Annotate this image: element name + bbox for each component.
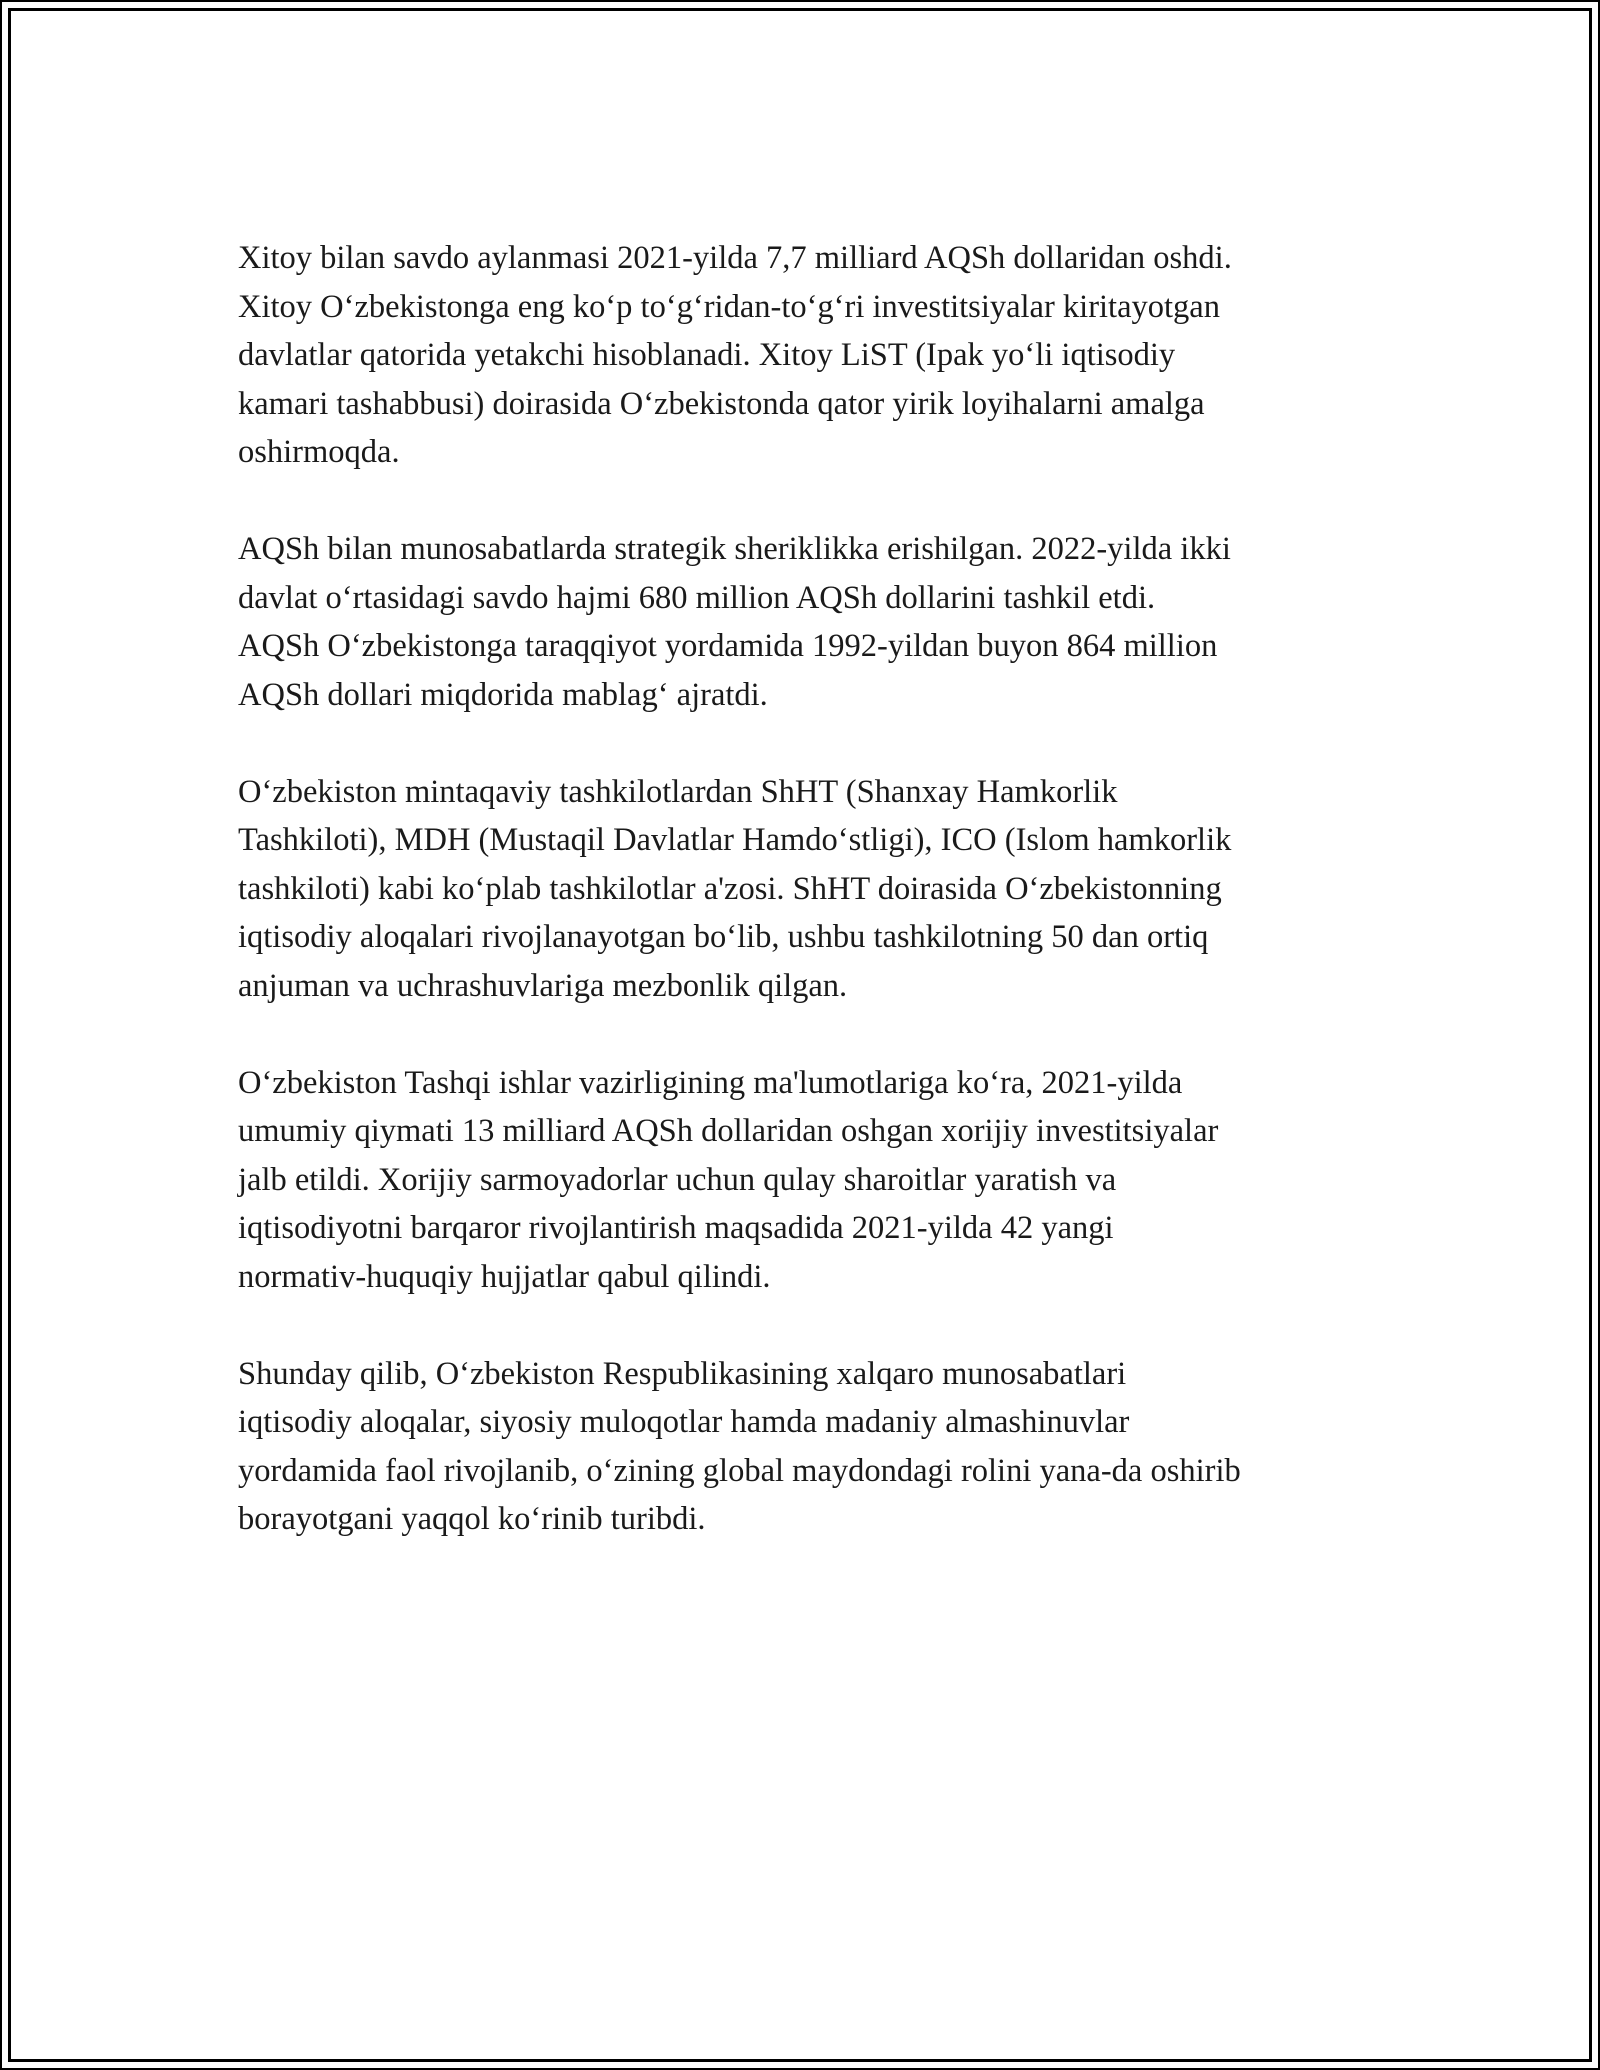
paragraph-usa-relations — [238, 525, 1398, 719]
text-line: AQSh bilan munosabatlarda strategik sheriklikka erishilgan. 2022-yilda ikki — [238, 531, 1231, 567]
text-line: oshirmoqda. — [238, 434, 400, 470]
text-line: kamari tashabbusi) doirasida O‘zbekistonda qator yirik loyihalarni amalga — [238, 385, 1205, 422]
text-line: borayotgani yaqqol ko‘rinib turibdi. — [238, 1501, 706, 1537]
text-line: iqtisodiyotni barqaror rivojlantirish maqsadida 2021-yilda 42 yangi — [238, 1210, 1114, 1246]
paragraph-china-trade — [238, 234, 1398, 477]
text-line: O‘zbekiston Tashqi ishlar vazirligining ma'lumotlariga ko‘ra, 2021-yilda — [238, 1064, 1183, 1101]
text-line: Xitoy O‘zbekistonga eng ko‘p to‘g‘ridan-to‘g‘ri investitsiyalar kiritayotgan — [238, 288, 1220, 325]
text-line: yordamida faol rivojlanib, o‘zining global maydondagi rolini yana-da oshirib — [238, 1452, 1241, 1489]
text-line: davlat o‘rtasidagi savdo hajmi 680 million AQSh dollarini tashkil etdi. — [238, 579, 1156, 616]
text-line: iqtisodiy aloqalari rivojlanayotgan bo‘lib, ushbu tashkilotning 50 dan ortiq — [238, 919, 1209, 955]
document-body — [238, 234, 1398, 1592]
text-line: umumiy qiymati 13 milliard AQSh dollaridan oshgan xorijiy investitsiyalar — [238, 1113, 1219, 1149]
text-line: Xitoy bilan savdo aylanmasi 2021-yilda 7,7 milliard AQSh dollaridan oshdi. — [238, 240, 1232, 276]
paragraph-conclusion — [238, 1350, 1398, 1544]
text-line: normativ-huquqiy hujjatlar qabul qilindi. — [238, 1258, 771, 1295]
paragraph-foreign-investment — [238, 1059, 1398, 1302]
text-line: davlatlar qatorida yetakchi hisoblanadi. Xitoy LiST (Ipak yo‘li iqtisodiy — [238, 337, 1176, 373]
text-line: AQSh O‘zbekistonga taraqqiyot yordamida 1992-yildan buyon 864 million — [238, 628, 1218, 664]
text-line: Shunday qilib, O‘zbekiston Respublikasining xalqaro munosabatlari — [238, 1355, 1127, 1392]
text-line: AQSh dollari miqdorida mablag‘ ajratdi. — [238, 676, 768, 713]
text-line: Tashkiloti), MDH (Mustaqil Davlatlar Hamdo‘stligi), ICO (Islom hamkorlik — [238, 822, 1232, 858]
text-line: iqtisodiy aloqalar, siyosiy muloqotlar hamda madaniy almashinuvlar — [238, 1404, 1130, 1440]
text-line: jalb etildi. Xorijiy sarmoyadorlar uchun qulay sharoitlar yaratish va — [238, 1161, 1117, 1198]
text-line: O‘zbekiston mintaqaviy tashkilotlardan ShHT (Shanxay Hamkorlik — [238, 773, 1118, 810]
text-line: tashkiloti) kabi ko‘plab tashkilotlar a'zosi. ShHT doirasida O‘zbekistonning — [238, 870, 1222, 907]
text-line: anjuman va uchrashuvlariga mezbonlik qilgan. — [238, 967, 848, 1004]
paragraph-regional-organizations — [238, 768, 1398, 1011]
